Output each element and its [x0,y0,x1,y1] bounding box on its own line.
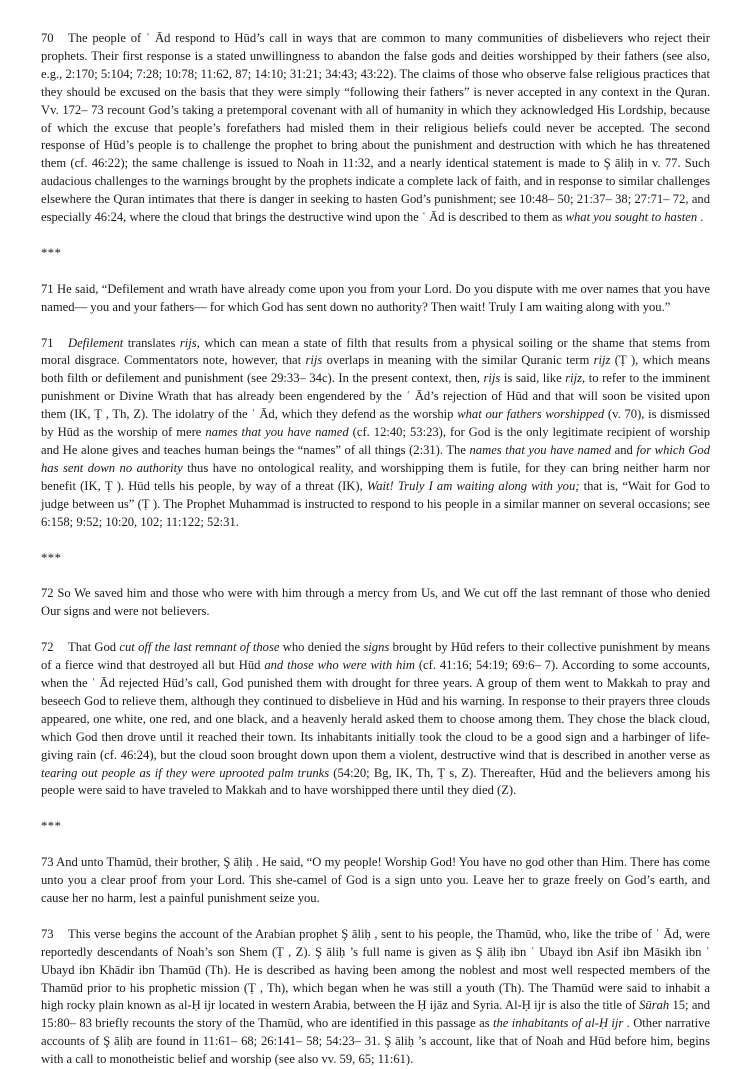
italic-text: the inhabitants of al-Ḥ ijr [493,1016,624,1031]
section-separator: *** [41,245,62,260]
vertical-spacer [41,317,710,335]
verse-paragraph [41,585,710,621]
italic-text: Defilement [68,335,124,350]
italic-text: and those who were with him [264,658,415,673]
vertical-spacer [41,532,710,550]
body-text: . Other narrative accounts of Ş āliḥ are found in 11:61– 68; 26:141– 58; 54:23– 31. Ş āliḥ ’s account, like that of Noah and Hūd before him, begins with a call to monotheistic belief and worship (see also vv. 59, 65; 11:61). [41,1016,710,1067]
verse-paragraph [41,281,710,317]
body-text: and [611,443,637,458]
vertical-spacer [41,263,710,281]
body-text: translates [123,335,180,350]
italic-text: Wait! Truly I am waiting along with you; [366,478,580,493]
italic-text: signs [363,640,390,655]
italic-text: rijs [483,371,501,386]
commentary-paragraph [41,926,710,1069]
italic-text: names that you have named [469,443,612,458]
body-text: . [697,210,704,225]
body-text: He said, “Defilement and wrath have already come upon you from your Lord. Do you dispute with me over names that you have named— you and your fathers— for which God has sent down no authority? Then wait! Truly I am waiting along with you.” [41,281,711,314]
body-text: who denied the [279,640,364,655]
body-text: (Ṭ ), which means both filth or defilement and punishment (see 29:33– 34c). In the present context, then, [41,353,710,386]
body-text: (54:20; Bg, IK, Th, Ṭ s, Z). Thereafter, Hūd and the believers among his people were said to have traveled to Makkah and to have worshipped there until they died (Z). [41,765,710,798]
body-text: The people of ʿ Ād respond to Hūd’s call in ways that are common to many communities of disbelievers who reject their prophets. Their first response is a stated unwillingness to abandon the false gods and deities worshipped by their fathers (see also, e.g., 2:170; 5:104; 7:28; 10:78; 11:62, 87; 14:10; 31:21; 34:43; 43:22). The claims of those who observe false religious practices that they should be excused on the basis that they were simply “following their fathers” is never accepted in any context in the Quran. Vv. 172– 73 recount God’s taking a pretemporal covenant with all of humanity in which they acknowledged His Lordship, because of which the excuse that people’s forefathers had misled them in their religious beliefs could never be accepted. The second response of Hūd’s people is to challenge the prophet to bring about the punishment and destruction with which he has threatened them (cf. 46:22); the same challenge is issued to Noah in 11:32, and a nearly identical statement is made to Ş āliḥ in v. 77. Such audacious challenges to the warnings brought by the prophets indicate a complete lack of faith, and in response to similar challenges elsewhere the Quran intimates that there is danger in seeking to hasten God’s punishment; see 10:48– 50; 21:37– 38; 27:71– 72, and especially 46:24, where the cloud that brings the destructive wind upon the ʿ Ād is described to them as [41,31,710,225]
body-text: brought by Hūd refers to their collective punishment by means of a fierce wind that destroyed all but Hūd [41,640,710,673]
body-text: (cf. 12:40; 53:23), for God is the only legitimate recipient of worship and He alone gives and teaches human beings the “names” of all things (2:31). The [41,425,710,458]
italic-text: Sūrah [639,998,670,1013]
italic-text: rijz, [565,371,586,386]
commentary-paragraph [41,335,710,532]
body-text: This verse begins the account of the Arabian prophet Ş āliḥ , sent to his people, the Thamūd, who, like the tribe of ʿ Ād, were reportedly descendants of Noah’s son Shem (Ṭ , Z). Ş āliḥ ’s full name is given as Ş āliḥ ibn ʿ Ubayd ibn Asif ibn Māsikh ibn ʿ Ubayd ibn Khādir ibn Thamūd (Th). He is described as having been among the noblest and most well respected members of the Thamūd prior to his prophetic mission (Ṭ , Th), which began when he was still a youth (Th). The Thamūd were said to inhabit a high rocky plain known as al-Ḥ ijr located in western Arabia, between the Ḥ ijāz and Syria. Al-Ḥ ijr is also the title of [41,926,710,1013]
italic-text: tearing out people as if they were uprooted palm trunks [41,765,330,780]
italic-text: names that you have named [205,425,349,440]
commentary-number: 73 [41,926,54,941]
commentary-paragraph [41,30,710,227]
commentary-number: 71 [41,335,54,350]
italic-text: rijs, [179,335,200,350]
body-text: thus have no ontological reality, and worshipping them is futile, for they can bring neither harm nor benefit (IK, Ṭ ). Hūd tells his people, by way of a threat (IK), [41,460,711,493]
italic-text: rijs [305,353,323,368]
commentary-paragraph [41,639,710,800]
vertical-spacer [41,800,710,818]
italic-text: for which God has sent down no authority [41,443,711,475]
vertical-spacer [41,567,710,585]
body-text: to refer to the imminent punishment or Divine Wrath that has already been engendered by the ʿ Ād’s rejection of Hūd and that will soon be visited upon them (IK, Ṭ , Th, Z). The idolatry of the ʿ Ād, which they defend as the worship [41,371,710,422]
section-separator: *** [41,819,62,834]
document-body [41,30,710,1069]
body-text: So We saved him and those who were with him through a mercy from Us, and We cut off the last remnant of those who denied Our signs and were not believers. [41,586,710,619]
body-text: And unto Thamūd, their brother, Ş āliḥ . He said, “O my people! Worship God! You have no god other than Him. There has come unto you a clear proof from your Lord. This she-camel of God is a sign unto you. Leave her to graze freely on God’s earth, and cause her no harm, lest a painful punishment seize you. [41,855,710,906]
body-text: that is, “Wait for God to judge between us” (Ṭ ). The Prophet Muhammad is instructed to respond to his people in a similar manner on several occasions; see 6:158; 9:52; 10:20, 102; 11:122; 52:31. [41,478,710,529]
body-text: is said, like [500,371,566,386]
body-text: overlaps in meaning with the similar Quranic term [322,353,594,368]
vertical-spacer [41,908,710,926]
verse-number: 73 [41,855,54,870]
verse-paragraph [41,854,710,908]
italic-text: cut off the last remnant of those [119,640,280,655]
vertical-spacer [41,836,710,854]
verse-number: 72 [41,586,54,601]
italic-text: what you sought to hasten [565,210,698,225]
body-text: which can mean a state of filth that results from a physical soiling or the shame that stems from moral disgrace. Commentators note, however, that [41,335,710,368]
italic-text: rijz [593,353,611,368]
body-text: (v. 70), is dismissed by Hūd as the worship of mere [41,407,710,440]
body-text: (cf. 41:16; 54:19; 69:6– 7). According to some accounts, when the ʿ Ād rejected Hūd’s call, God punished them with drought for three years. A group of them went to Makkah to pray and beseech God to relieve them, although they continued to disbelieve in Hūd and his warning. In response to their prayers three clouds appeared, one white, one red, and one black, and a heavenly herald asked them to choose among them. They chose the black cloud, which God then drove until it reached their town. Its inhabitants initially took the cloud to be a good sign and a harbinger of life-giving rain (cf. 46:24), but the cloud soon brought down upon them a violent, destructive wind that is described in another verse as [41,658,710,762]
body-text: That God [68,640,120,655]
vertical-spacer [41,227,710,245]
vertical-spacer [41,621,710,639]
italic-text: what our fathers worshipped [457,407,605,422]
section-separator: *** [41,550,62,565]
verse-number: 71 [41,281,54,296]
commentary-number: 70 [41,31,54,45]
body-text: 15; and 15:80– 83 briefly recounts the story of the Thamūd, who are identified in this passage as [41,998,710,1031]
commentary-number: 72 [41,640,54,655]
